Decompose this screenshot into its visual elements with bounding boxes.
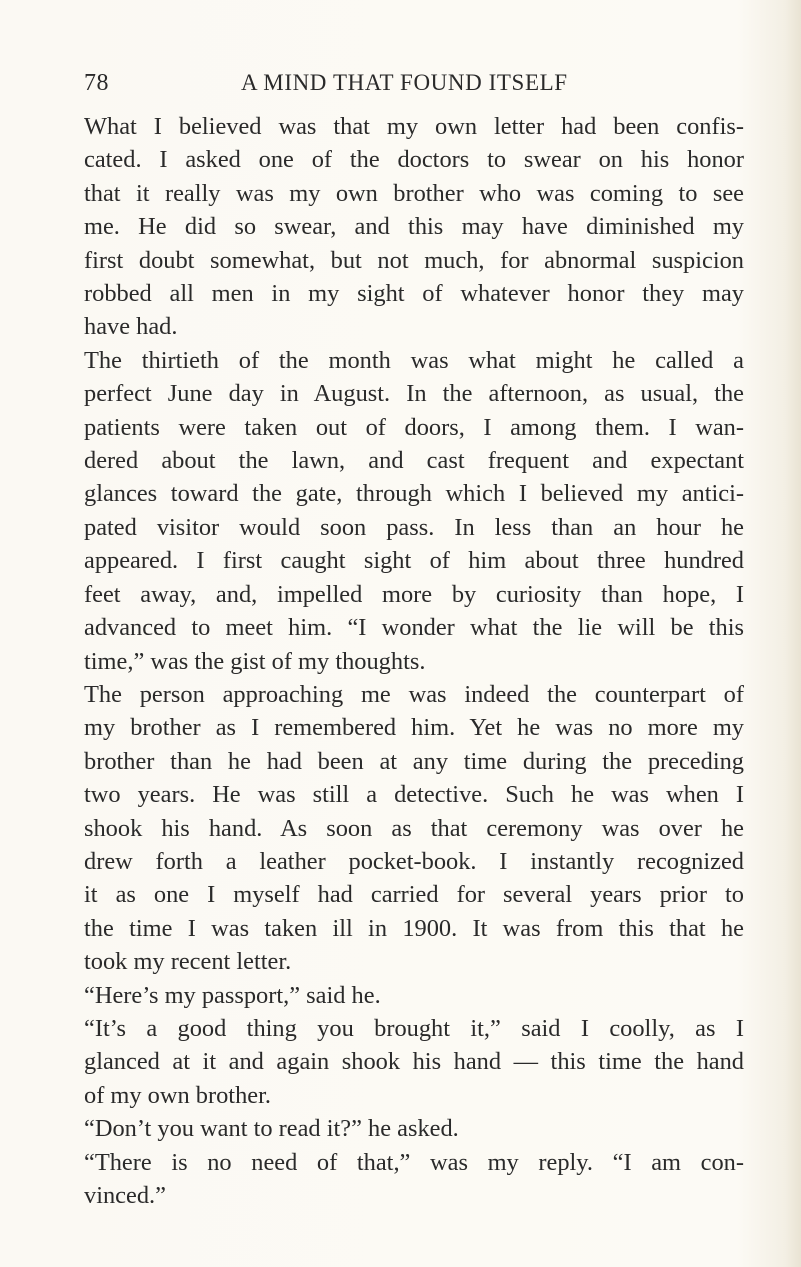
paragraph: [84, 344, 744, 678]
page-number: 78: [84, 70, 109, 96]
text-line: shook his hand. As soon as that ceremony was over he: [84, 814, 744, 842]
text-line: drew forth a leather pocket-book. I instantly recognized: [84, 847, 744, 875]
running-title: A MIND THAT FOUND ITSELF: [241, 70, 568, 95]
text-line: vinced.”: [84, 1182, 166, 1209]
text-line: “There is no need of that,” was my reply. “I am con-: [84, 1148, 744, 1176]
text-line: pated visitor would soon pass. In less than an hour he: [84, 513, 744, 541]
text-line: The person approaching me was indeed the counterpart of: [84, 680, 744, 708]
text-line: took my recent letter.: [84, 948, 292, 976]
text-line: brother than he had been at any time during the preceding: [84, 747, 744, 775]
text-line: first doubt somewhat, but not much, for abnormal suspicion: [84, 246, 744, 274]
text-line: robbed all men in my sight of whatever honor they may: [84, 280, 744, 308]
paragraph: [84, 1112, 744, 1145]
paragraph: [84, 678, 744, 979]
text-line: “Here’s my passport,” said he.: [84, 981, 381, 1009]
body-text: [84, 110, 744, 1212]
text-line: glanced at it and again shook his hand — this time the hand: [84, 1048, 744, 1076]
text-line: it as one I myself had carried for several years prior to: [84, 881, 744, 909]
page-header: [84, 70, 714, 106]
text-line: feet away, and, impelled more by curiosity than hope, I: [84, 580, 744, 608]
text-line: time,” was the gist of my thoughts.: [84, 647, 426, 675]
paragraph: [84, 979, 744, 1012]
text-line: two years. He was still a detective. Such he was when I: [84, 781, 744, 809]
text-line: that it really was my own brother who was coming to see: [84, 179, 744, 207]
paragraph: [84, 110, 744, 344]
text-line: appeared. I first caught sight of him about three hundred: [84, 547, 744, 575]
text-line: patients were taken out of doors, I among them. I wan-: [84, 413, 744, 441]
text-line: my brother as I remembered him. Yet he was no more my: [84, 714, 744, 742]
text-line: perfect June day in August. In the afternoon, as usual, the: [84, 380, 744, 408]
text-line: What I believed was that my own letter had been confis-: [84, 113, 744, 140]
paragraph: [84, 1146, 744, 1213]
text-line: have had.: [84, 313, 178, 341]
text-line: me. He did so swear, and this may have diminished my: [84, 213, 744, 241]
text-line: “Don’t you want to read it?” he asked.: [84, 1115, 459, 1143]
text-line: of my own brother.: [84, 1081, 271, 1109]
text-line: glances toward the gate, through which I believed my antici-: [84, 480, 744, 508]
text-line: advanced to meet him. “I wonder what the lie will be this: [84, 614, 744, 642]
text-line: cated. I asked one of the doctors to swear on his honor: [84, 146, 744, 174]
text-line: the time I was taken ill in 1900. It was from this that he: [84, 914, 744, 942]
text-line: “It’s a good thing you brought it,” said I coolly, as I: [84, 1014, 744, 1042]
paragraph: [84, 1012, 744, 1112]
text-line: dered about the lawn, and cast frequent and expectant: [84, 447, 744, 475]
text-line: The thirtieth of the month was what might he called a: [84, 346, 744, 374]
